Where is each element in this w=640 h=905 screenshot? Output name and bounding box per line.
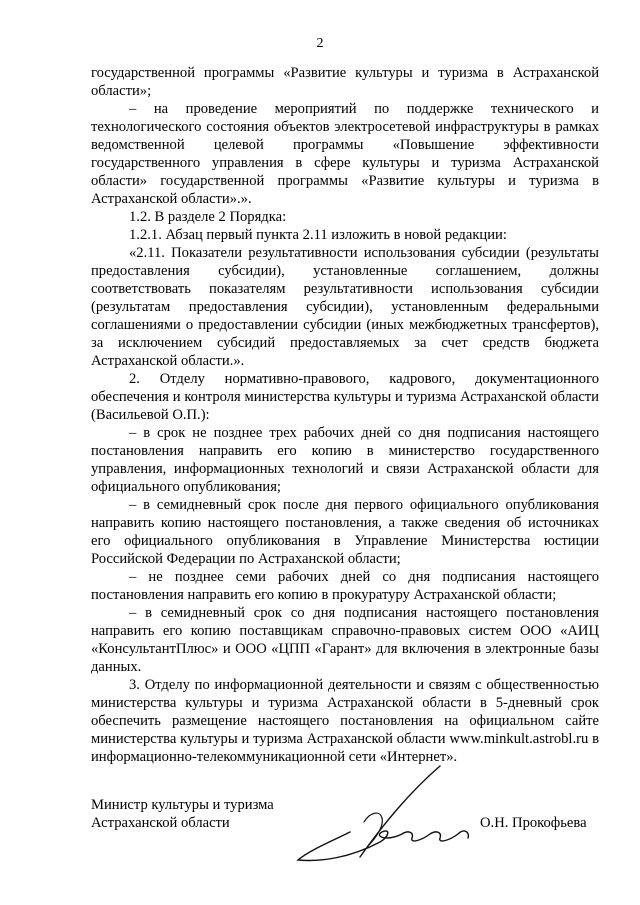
paragraph: государственной программы «Развитие культуры и туризма в Астраханской области»; [91, 65, 599, 99]
page-number: 2 [316, 36, 324, 51]
paragraph: 1.2.1. Абзац первый пункта 2.11 изложить в новой редакции: [129, 227, 507, 243]
signatory-position-line: Астраханской области [91, 815, 230, 831]
paragraph: 2. Отделу нормативно-правового, кадрового, документационного обеспечения и контроля министерства культуры и туризма Астраханской области (Васильевой О.П.): [91, 371, 599, 423]
paragraph: 3. Отделу по информационной деятельности и связям с общественностью министерства культуры и туризма Астраханской области в 5-дневный срок обеспечить размещение настоящего постановления на официальном сайте министерства культуры и туризма Астраханской области www.minkult.astrobl.ru в информационно-телекоммуникационной сети «Интернет». [91, 677, 599, 765]
paragraph: – в срок не позднее трех рабочих дней со дня подписания настоящего постановления направить его копию в министерство государственного управления, информационных технологий и связи Астраханской области для официального опубликования; [91, 425, 599, 495]
signatory-position [91, 796, 274, 832]
paragraph: – в семидневный срок после дня первого официального опубликования направить копию настоящего постановления, а также сведения об источниках его официального опубликования в Управление Министерства юстиции Российской Федерации по Астраханской области; [91, 497, 599, 567]
paragraph: – не позднее семи рабочих дней со дня подписания настоящего постановления направить его копию в прокуратуру Астраханской области; [91, 569, 599, 603]
paragraph: 1.2. В разделе 2 Порядка: [129, 209, 287, 225]
paragraph: – в семидневный срок со дня подписания настоящего постановления направить его копию поставщикам справочно-правовых систем ООО «АИЦ «КонсультантПлюс» и ООО «ЦПП «Гарант» для включения в электронные базы данных. [91, 605, 599, 675]
document-body [91, 64, 599, 766]
signatory-name: О.Н. Прокофьева [480, 815, 587, 831]
paragraph: «2.11. Показатели результативности использования субсидии (результаты предоставления субсидии), установленные соглашением, должны соответствовать показателям результативности использования субсидии (результатам предоставления субсидии), установленным федеральными соглашениями о предоставлении субсидии (иных межбюджетных трансфертов), за исключением субсидий предоставляемых за счет средств бюджета Астраханской области.». [91, 245, 599, 369]
signatory-position-line: Министр культуры и туризма [91, 797, 274, 813]
paragraph: – на проведение мероприятий по поддержке технического и технологического состояния объектов электросетевой инфраструктуры в рамках ведомственной целевой программы «Повышение эффективности государственного управления в сфере культуры и туризма Астраханской области» государственной программы «Развитие культуры и туризма в Астраханской области».». [91, 101, 599, 207]
handwritten-signature [290, 762, 490, 872]
